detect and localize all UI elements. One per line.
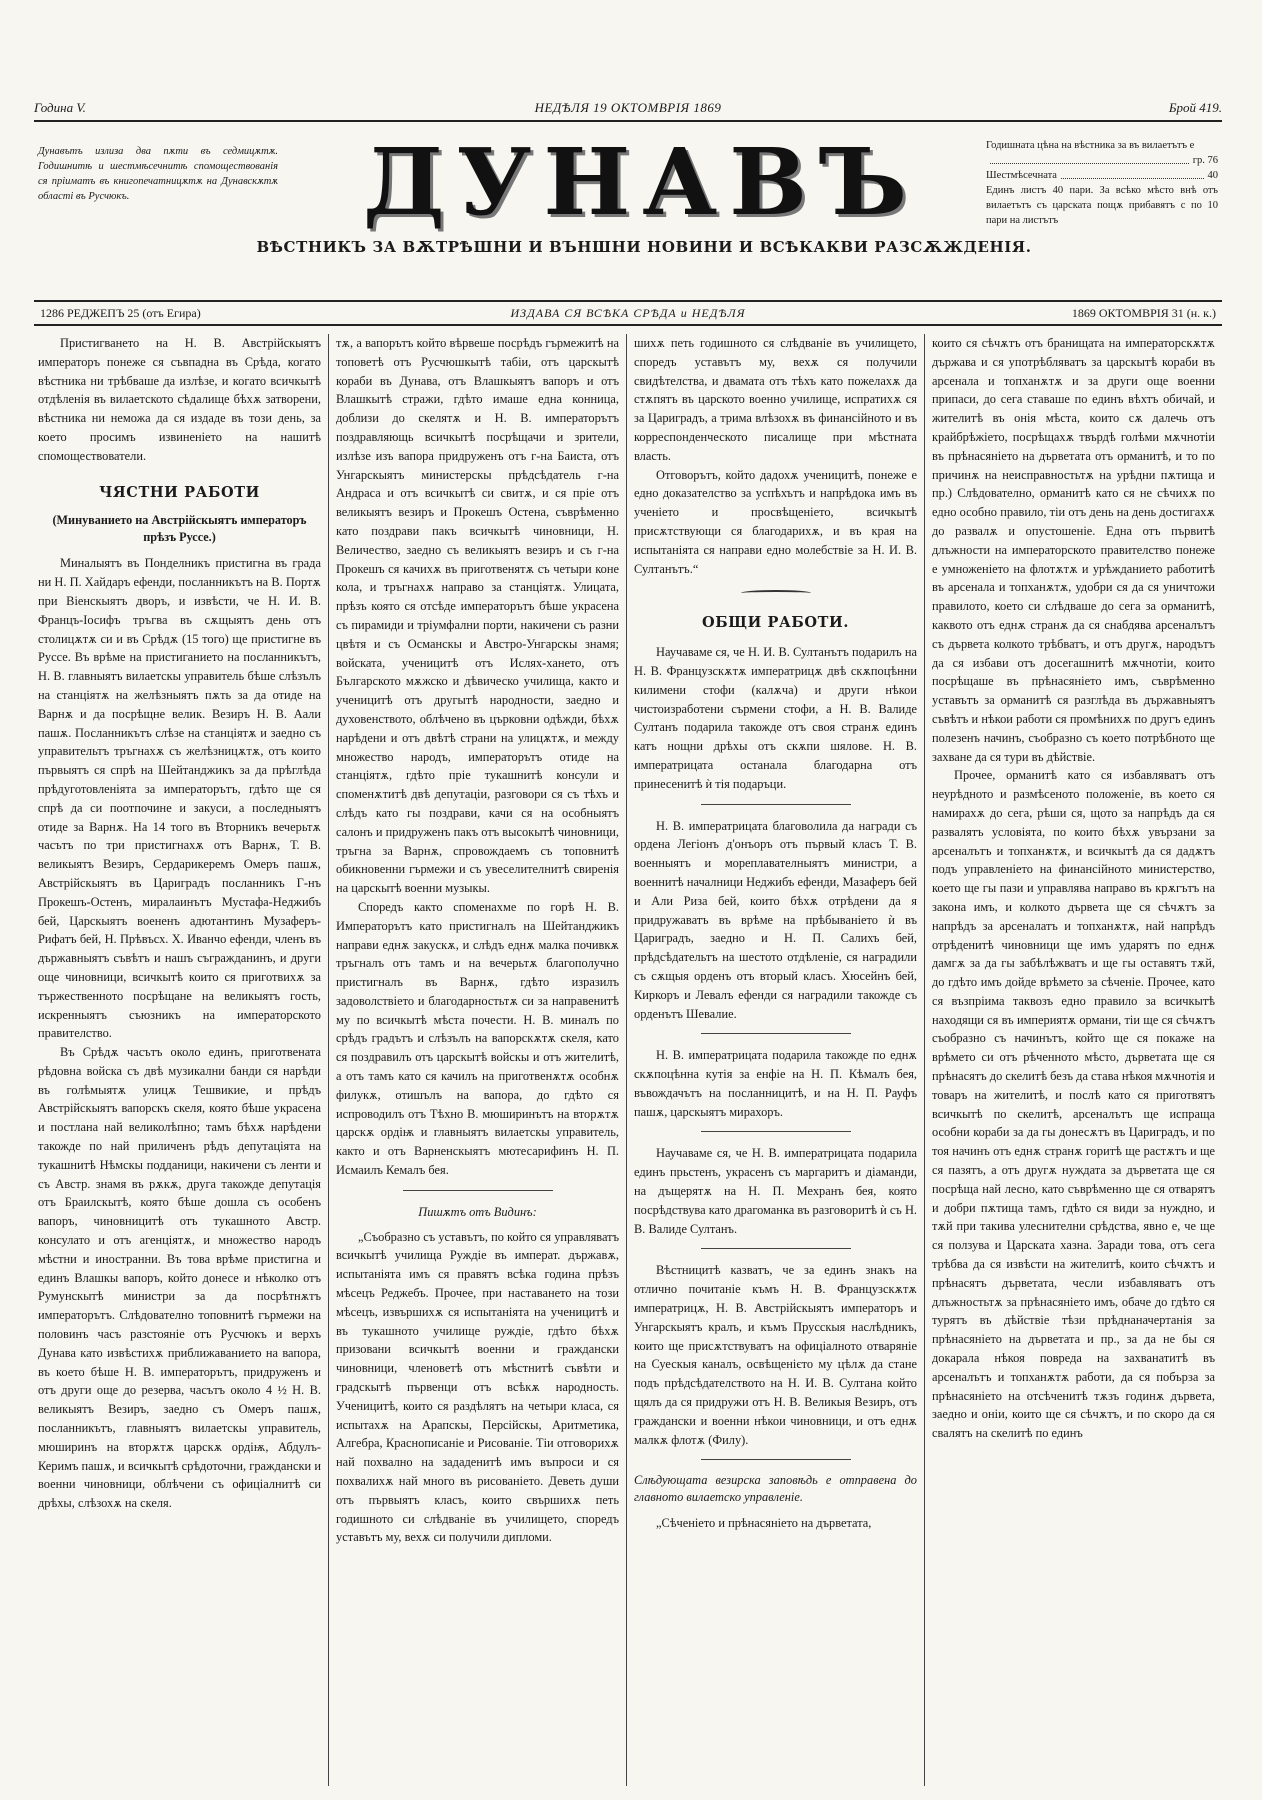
article-paragraph: Научаваме ся, че Н. В. императрицата подарила единъ прьстенъ, украсенъ съ маргаритъ и діаманди, на дъщерятѫ на Н. П. Мехранъ бея, която посрѣдствува като драгоманка въ разговоритѣ ѝ съ Н. В. Валиде Султанъ. — [634, 1146, 917, 1236]
article-paragraph: тѫ, а вапорътъ който вѣрвеше посрѣдъ гърмежитѣ на топоветѣ отъ Русчюшкытѣ табіи, отъ царскытѣ кораби въ Дунава, отъ Влашкыятъ вапоръ и отъ Влашкытѣ стражи, гдѣто имаше една конница, доблизи до скелятѫ и Н. В. императорътъ поздравляющь всичкытѣ посрѣщачи и зрители, излѣзе изъ вапора придруженъ отъ г-на Баиста, отъ Унгарскыятъ министерскы прѣдсѣдатель г-на Андраса и отъ всичкытѣ си свитѫ, и ся пріе отъ великыятъ везиръ и Прокешъ Остена, съврѣменно като поздрави пакъ всичкытѣ чиновници, Н. Величество, заедно съ великыятъ везиръ и съ г-на Прокешъ ся качихѫ въ приготвенятѫ съ четыри коне кола, и тръгнахѫ направо за станціятѫ. Улицата, прѣзъ която ся отсѣде императорътъ бѣше украсена съ пирамиди и тріумфални порти, накичени съ разни цвѣтя и съ Османскы и Австро-Унгарскы знамя; войската, ученицитѣ отъ Ислях-хането, отъ Българското мѫжско и дѣвическо училища, както и ученицитѣ отъ другытѣ народности, заедно и духовенството, облѣчено въ църковни одѣжди, бѣхѫ нарѣдени и отъ двѣтѣ страни на улицѫтѫ, и между множество народъ, императорътъ отиде на станціятѫ, гдѣто пріе тукашнитѣ консули и споменѫтитѣ двѣ депутаціи, разговори ся съ тѣхъ и слѣдъ като гы поздрави, качи ся на особныятъ салонъ и придруженъ пакъ отъ высокытѣ чиновници, тръгна за Варнѫ, спровождаемъ съ топовнитѣ обикновенни гърмежи и съ увеселителнитѣ свиренія на царскытѣ военни музыкы. — [336, 336, 619, 896]
article-subheading: (Минуванието на Австрійскыятъ императоръ прѣзъ Руссе.) — [52, 513, 307, 545]
article-paragraph: Миналыятъ въ Понделникъ пристигна въ града ни Н. П. Хайдаръ ефенди, посланникътъ на В. Портѫ при Віенскыятъ дворъ, и извѣсти, че Н. И. В. Францъ-Іосифъ тръгва въ сѫщыятъ день отъ столицѫтѫ си и въ Срѣдѫ (15 того) ще пристигне въ Руссе. Въ врѣме на пристиганието на посланникътъ, Н. В. главныятъ вилаетскы управитель бѣше слѣзълъ на станціятѫ на желѣзныятъ пѫть за да отиде на Варнѫ и да посрѣщне велик. Везиръ Н. В. Аали пашѫ. Посланникътъ слѣзе на станціятѫ и заедно съ управительтъ тръгнахѫ съ желѣзницѫтѫ, отъ които първыятъ ся спрѣ на Шейтанджикъ за да прѣглѣда прѣдуготовленіята за императорътъ, гдѣто ще ся спрѣ да си поотпочине и закуси, а последныятъ отиде за Варнѫ. На 14 того въ Вторникъ вечерьтѫ часътъ по три пристигнахѫ отъ Варнѫ, Т. В. великыятъ Везиръ, Сердарикеремъ Омеръ пашѫ, Австрійскыятъ въ Цариградъ посланникъ Г-нъ Прокешъ-Остенъ, миралаинътъ Мустафа-Неджибъ бей, Царскыятъ воененъ адютантинъ Музаферъ-Рифатъ бей, Н. Прѣвъсх. Х. Иванчо ефенди, членъ въ държавныятъ съвѣтъ и нашъ съгражданинъ, и други още чиновници, всичкытѣ които ся приготвихѫ за тържественното посрѣщане на великыятъ гость, искренныятъ съюзникъ на императорското правителство. — [38, 556, 321, 1041]
article-paragraph: Отговорътъ, който дадохѫ ученицитѣ, понеже е едно доказателство за успѣхътъ и напрѣдока имъ въ ученіето и просвѣщеніето, всичкытѣ присѫтствующи ся благодарихѫ, и въ края на испытаніята ся направи едно молебствіе за Н. И. В. Султанътъ.“ — [634, 467, 917, 576]
price-currency: гр. — [1192, 155, 1205, 166]
article-paragraph: „Сѣченіето и прѣнасяніето на дърветата, — [656, 1516, 872, 1531]
article-paragraph: които ся сѣчѫтъ отъ бранищата на императорскѫтѫ държава и ся употрѣбляватъ за царскытѣ кораби въ арсенала и топханѫтѫ и за други още военни припаси, до сега ставаше по единъ вѣхтъ обичай, и жителитѣ въ онія мѣста, които сѫ далечь отъ крайбрѣжіето, посрѣщахѫ твърдѣ голѣми мѫчнотіи въ прѣнасяніето на дърветата отъ орманитѣ, и то по причинѫ на неисправностьтѫ на урѣдни пѫтища и пр.) Слѣдователно, орманитѣ като ся не сѣчихѫ по едно особно правило, тіи отъ день на день достигахѫ до развалѫ и опустошеніе. Една отъ първитѣ длъжности на императорското правителство понеже е умноженіето на флотѫтѫ и урѣжданието работитѣ въ арсенала и топханѫтѫ, удобри ся да ся уничтожи правилото, което си слѣдваше до сега за орманитѣ, каквото отъ еднѫ странѫ да ся снабдява арсеналътъ съ дървета колкото трѣбватъ, и отъ другѫ, народътъ да ся избави отъ досегашнитѣ мѫчнотіи, които посрѣщаше въ прѣнасяніето имъ, съврѣменно уставътъ за орманитѣ ся разглѣда въ държавныятъ съвѣтъ и нѣкои работи ся промѣнихѫ по другъ единъ полезенъ начинъ, съобразно съ което потрѣбното ще захване да ся тури въ дѣйствіе. — [932, 336, 1215, 764]
article-paragraph: Н. В. императрицата подарила такожде по еднѫ скѫпоцѣнна кутія за енфіе на Н. П. Кѣмалъ бея, въвождачътъ на посланницитѣ, и на Н. П. Рауфъ пашѫ, царскыятъ мирахоръ. — [634, 1048, 917, 1119]
dateline-bottom-rule — [34, 324, 1222, 326]
section-heading: ОБЩИ РАБОТИ. — [702, 614, 849, 632]
price-note: Единъ листъ 40 пари. За всѣко мѣсто внѣ отъ вилаетътъ съ царската пощѫ прибавятъ с по 10 пари на листътъ — [986, 185, 1218, 226]
top-line — [34, 96, 1222, 120]
article-paragraph: „Съобразно съ уставътъ, по който ся управляватъ всичкытѣ училища Руждіе въ императ. държавѫ, испытаніята имъ ся правятъ всѣка година прѣзъ мѣсецъ Реджебъ. Прочее, при наставането на този мѣсецъ, извършихѫ ся испытаніята на ученицитѣ и въ тукашното училище руждіе, гдѣто бѣхѫ призовани всичкытѣ военни и граждански чиновници, членоветѣ отъ мѣстнитѣ съвѣти и градскытѣ първенци отъ всѣкѫ народность. Ученицитѣ, които ся раздѣлятъ на четыри класа, ся испытахѫ на Арапскы, Персійскы, Аритметика, Алгебра, Краснописаніе и Рисованіе. Тіи отговорихѫ най похвално на зададенитѣ имъ въпроси и ся похвалихѫ най много въ рисованіето. Деветь души отъ първыятъ класъ, които свършихѫ петь годишното си слѣдваніе въ училището, споредъ уставътъ му, вехѫ си получили дипломи. — [336, 1229, 619, 1545]
column-4 — [932, 334, 1215, 1786]
article-separator — [701, 1248, 851, 1249]
article-separator — [701, 1033, 851, 1034]
dot-leader — [1061, 168, 1204, 179]
price-box — [986, 138, 1218, 228]
ornament-divider — [741, 590, 811, 596]
dateline — [34, 304, 1222, 324]
issue-number: Брой 419. — [1168, 100, 1222, 115]
correspondence-heading: Пишѫтъ отъ Видинъ: — [418, 1204, 537, 1219]
dateline-top-rule — [34, 300, 1222, 302]
decree-intro: Слѣдующата везирска заповѣдь е отправена до главното вилаетско управленіе. — [634, 1473, 917, 1505]
article-paragraph: шихѫ петь годишното ся слѣдваніе въ училището, споредъ уставътъ му, вехѫ ся получили свидѣтелства, и двамата отъ тѣхъ като пожелахѫ да стѫпятъ въ царското военно училище, испратихѫ ся за Цариградъ, а трима влѣзохѫ въ финансійното и въ корреспонденческото писалище при мѣстната власть. — [634, 336, 917, 463]
publication-schedule: ИЗДАВА СЯ ВСѢКА СРѢДА и НЕДѢЛЯ — [510, 306, 746, 320]
article-paragraph: Въ Срѣдѫ часътъ около единъ, приготвената рѣдовна войска съ двѣ музикални банди ся нарѣди въ голѣмыятѫ улицѫ Тешвикие, и прѣдъ Австрійскыятъ вапорскъ скеля, която бѣше украсена и постлана най великолѣпно; тамъ бѣхѫ нарѣдени такожде по най приличенъ рѣдъ депутаціята на тукашнитѣ Нѣмскы подданици, накичени съ ленти и съ Австр. знамя въ рѫкѫ, друга такожде депутація отъ Браилскытѣ, която бѣше дошла съ особенъ вапоръ, чиновницитѣ отъ тукашното Австр. консулато и отъ агенціятѫ, и множество народъ мѣстни и иностранни. Въ това врѣме пристигна и единъ Влашкы вапоръ, който донесе и нѣколко отъ Румунскытѣ министри за да посрѣтнѫтъ императорътъ. Слѣдователно топовнитѣ гърмежи на половинъ часъ разстояніе отъ Русчюкъ и верхъ Дунава като извѣстихѫ приближаванието на вапора, въ което бѣше Н. В. императорътъ, придруженъ и отъ други още до резерва, часътъ около 4 ½ Н. В. великыятъ Везиръ, заедно съ Омеръ пашѫ, посланникътъ, главныятъ вилаетскы управитель, мюширинъ на вторѫтѫ царскѫ ордіѭ, Абдулъ-Керимъ пашѫ, и всичкытѣ срѣдоточни, граждански и военни чиновници, облѣчени съ офиціалнитѣ си дрѣхы, слѣзохѫ на скеля. — [38, 1045, 321, 1511]
masthead-subtitle: ВѢСТНИКЪ ЗА ВѪТРѢШНИ И ВЪНШНИ НОВИНИ И ВСѢКАКВИ РАЗСѪЖДЕНІЯ. — [256, 238, 1032, 256]
article-paragraph: Споредъ както споменахме по горѣ Н. В. Императорътъ като пристигналъ на Шейтанджикъ направи еднѫ закускѫ, и слѣдъ еднѫ малка почивкѫ тръгналъ отъ тамъ и на вечерьтѫ благополучно пристигналъ въ Варнѫ, гдѣто изразилъ задоволствіето и благодарностьтѫ си за направенитѣ му по всичкытѣ мѣста почести. Н. В. миналъ по срѣдъ градътъ и слѣзълъ на вапорскѫтѫ скеля, като ся поздравилъ отъ царскытѣ войскы и отъ жителитѣ, а отъ тамъ като ся качилъ на приготвенѫтѫ особнѫ филукѫ, отишълъ на вапора, до гдѣто ся испроводилъ отъ Тѣхно В. мюширинътъ на вторѫтѫ царскѫ ордіѭ и главныятъ вилаетскы управитель, както и отъ Варненскыятъ мютесарифинъ Н. П. Исмаилъ Кемалъ бея. — [336, 899, 619, 1178]
price-year: 76 — [1207, 155, 1218, 166]
gregorian-date: 1869 ОКТОМВРІЯ 31 (н. к.) — [1071, 306, 1216, 320]
column-1 — [38, 334, 321, 1786]
dot-leader — [990, 153, 1189, 164]
publication-note: Дунавътъ излиза два пѫти въ седмицѫтѫ. Годишнитѣ и шестмѣсечнитѣ спомоществованія ся пріиматъ въ книгопечатницѫтѫ на Дунавскѫтѫ області въ Русчюкъ. — [38, 146, 278, 202]
issue-date: НЕДѢЛЯ 19 ОКТОМВРІЯ 1869 — [534, 100, 722, 115]
section-heading: ЧЯСТНИ РАБОТИ — [99, 483, 260, 501]
year-label: Година V. — [34, 100, 86, 115]
article-columns — [34, 334, 1222, 1786]
article-separator — [701, 1131, 851, 1132]
price-half: 40 — [1207, 170, 1218, 181]
price-half-label: Шестмѣсечната — [986, 170, 1057, 181]
column-2 — [336, 334, 619, 1786]
article-separator — [701, 804, 851, 805]
article-separator — [701, 1459, 851, 1460]
newspaper-page — [34, 96, 1222, 1786]
apology-paragraph: Пристигването на Н. В. Австрійскыятъ императоръ понеже ся съвпадна въ Срѣда, когато вѣстника ни трѣбваше да излѣзе, и когато всичкытѣ отдѣленія въ вилаетското сѣдалище бѣхѫ затворени, вѣстника ни неможа да ся издаде въ този день, за което просимъ извиненіето на нашитѣ спомоществователи. — [38, 336, 321, 463]
hijri-date: 1286 РЕДЖЕПЪ 25 (отъ Егира) — [40, 306, 201, 320]
article-paragraph: Прочее, орманитѣ като ся избавляватъ отъ неурѣдното и размѣсеното положеніе, въ което ся намирахѫ до сега, рѣши ся, щото за напрѣдъ да ся развалятъ условіята, по които бѣхѫ увързани за арсеналътъ и топханѫтѫ, и всичкытѣ да ся дадѫтъ подъ управленіето на финансійното министерство, което ще гы пази и управлява направо въ крѫгътъ на закона имъ, и колкото дървета ще ся сѣчѫтъ за напрѣдъ за арсеналатъ и топханѫтѫ, най напрѣдъ отрѣденитѣ чиновници ще имъ ударятъ по еднѫ дамгѫ за да гы забѣлѣжватъ и ще гы оставятъ тѫй, до гдѣто имъ дойде врѣмето за сѣченіе. Прочее, като ся възпріима таквозъ едно правило за всичкытѣ находящи ся въ империятѫ ормани, тіи ще ся сѣчѫтъ съобразно съ начинътъ, който ще ся покаже на врѣмето си отъ рѣченното мѣсто, дърветата ще ся прѣнасятъ до скелитѣ безъ да става нѣкоя мѫчнотія и товаръ на жителитѣ, и послѣ като ся приготвятъ всичкытѣ по скелитѣ, арсеналътъ ще испраща особни кораби за да гы донесѫтъ въ Цариградъ, и по тоя начинъ отъ еднѫ странѫ горитѣ ще растѫтъ и ще ся пазятъ, а отъ другѫ нуждата за дърветата ще ся посрѣща най лесно, като съврѣменно ще ся отварятъ и добри пѫтища тамъ, гдѣто ся види за нуждно, и тѫй при такива улеснителни срѣдства, явно е, че ще ся ползува и Царската хазна. Заради това, отъ сега трѣбва да ся извѣсти на жителитѣ, които сѣчѫтъ и прѣнасятъ дърветата, чесли избавляватъ отъ длъжностьтѫ за прѣнасяніето имъ, обаче до гдѣто ся турятъ въ дѣйствіе тѣзи прѣднаначертанія за прѣнасяніето на дърветата и пр., за да не бы ся докарала нѣкоя повреда на захванатитѣ въ арсеналътъ и топханѫтѫ работи, да ся побърза за прѣнасяніето на отсѣченитѣ тѫзъ годинѫ дървета, заедно и оніи, които ще ся сѣчѫтъ, и по скоро да ся свалятъ на скелитѣ по единъ — [932, 768, 1215, 1441]
column-3 — [634, 334, 917, 1786]
masthead-title: ДУНАВЪ — [362, 128, 920, 236]
article-paragraph: Научаваме ся, че Н. И. В. Султанътъ подарилъ на Н. В. Французскѫтѫ императрицѫ двѣ скѫпоцѣнни килимени стофи (калѫча) и други нѣкои чистоизработени сърмени стофи, а Н. В. Валиде Султанъ подарила такожде отъ своя странѫ единъ катъ нощни дрѣхы отъ скѫпи шялове. Н. В. императрицата останала благодарна отъ принесенитѣ ѝ тія подаръци. — [634, 645, 917, 791]
price-title: Годишната цѣна на вѣстника за въ вилаетътъ е — [986, 140, 1195, 151]
top-rule — [34, 120, 1222, 122]
article-separator — [403, 1190, 553, 1191]
article-paragraph: Вѣстницитѣ казватъ, че за единъ знакъ на отлично почитаніе къмъ Н. В. Французскѫтѫ императрицѫ, Н. В. Австрійскыятъ императоръ и Унгарскыятъ кралъ, и къмъ Прусскыя наслѣдникъ, които ще присѫтствуватъ на офиціалното отваряніе на Суескыя каналъ, освѣщенієто му цѣлѫ да стане подъ прѣдсѣдателството на Н. И. В. Султана който щялъ да ся придружи отъ Н. В. Великыя Везиръ, отъ граждански и военни нѣкои чиновници, и отъ еднѫ малкѫ флотѫ (Филу). — [634, 1263, 917, 1447]
article-paragraph: Н. В. императрицата благоволила да награди съ ордена Легіонъ д'онъоръ отъ първый класъ Т. В. военныятъ и мореплавателныятъ министри, а военнитѣ началници Неджибъ ефенди, Мазаферъ бей и Али Риза бей, които бѣхѫ отрѣдени да я придружаватъ въ врѣме на прѣбываніето ѝ въ Цариградъ, заедно и Н. П. Салихъ бей, прѣдсѣдательтъ на шестото отдѣленіе, ся наградили съ сѫщыя орденъ отъ вторый класъ. Хюсейнъ бей, Киркоръ и Левалъ ефенди ся наградили такожде съ орденътъ Шевалие. — [634, 818, 917, 1021]
